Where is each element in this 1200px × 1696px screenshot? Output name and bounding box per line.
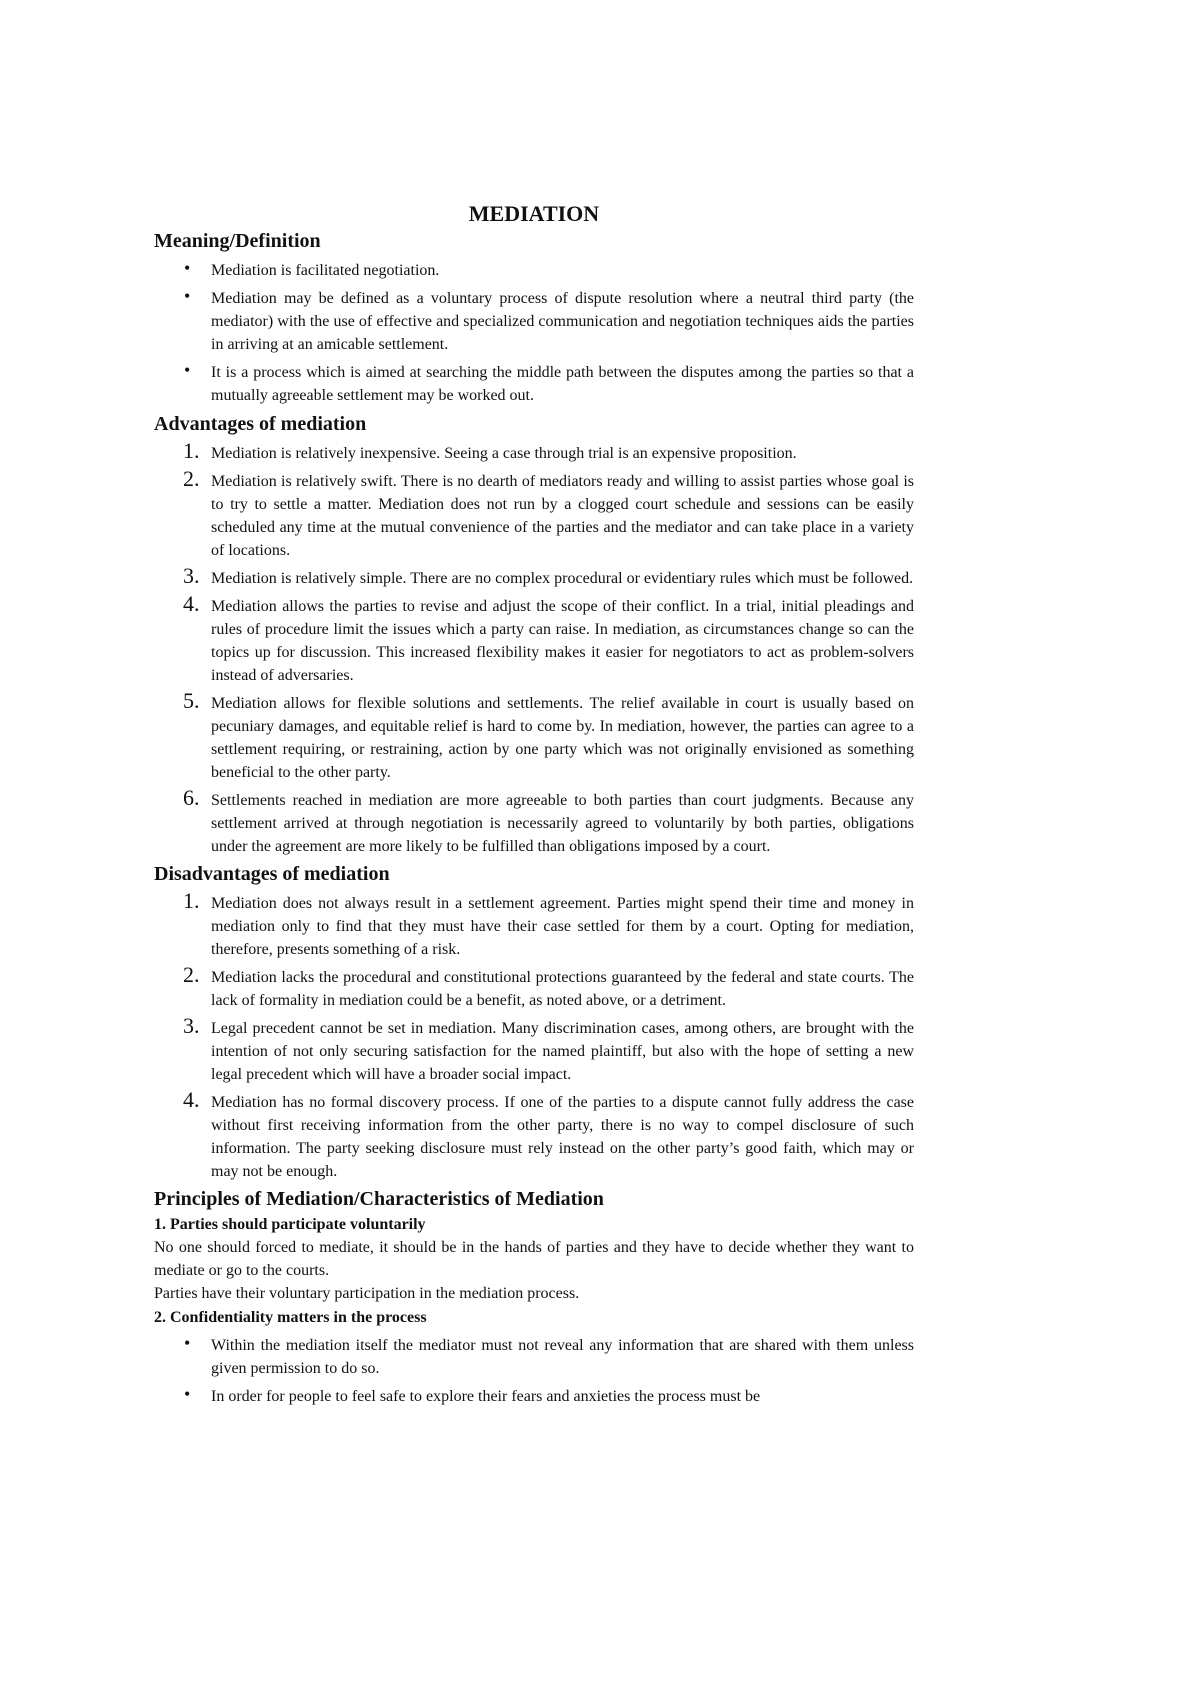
subheading-confidentiality: 2. Confidentiality matters in the process [154,1309,427,1326]
list-item [154,438,914,465]
list-item-text: Mediation is facilitated negotiation. [211,262,440,279]
list-item [154,466,914,562]
meaning-list [154,259,914,407]
section-heading-meaning: Meaning/Definition [154,230,321,252]
list-item-text: It is a process which is aimed at searching the middle path between the disputes among the parties so that a mutually agreeable settlement may be worked out. [211,364,914,404]
list-item [154,888,914,961]
list-item-text: Mediation allows the parties to revise and adjust the scope of their conflict. In a trial, initial pleadings and rules of procedure limit the issues which a party can raise. In mediation, as circumstances change so can the topics up for discussion. This increased flexibility makes it easier for negotiators to act as problem-solvers instead of adversaries. [211,598,914,684]
list-item [154,962,914,1012]
list-item-text: Mediation allows for flexible solutions and settlements. The relief available in court is usually based on pecuniary damages, and equitable relief is hard to come by. In mediation, however, the parties can agree to a settlement requiring, or restraining, action by one party which was not originally envisioned as something beneficial to the other party. [211,695,914,781]
bullet-icon: • [184,360,191,380]
subheading-voluntary-participation: 1. Parties should participate voluntarily [154,1216,426,1233]
list-item-text: Mediation may be defined as a voluntary process of dispute resolution where a neutral third party (the mediator) with the use of effective and specialized communication and negotiation techniques aids the parties in arriving at an amicable settlement. [211,290,914,353]
list-item [154,1334,914,1380]
list-number: 2. [183,962,200,987]
list-item-text: Mediation lacks the procedural and constitutional protections guaranteed by the federal and state courts. The lack of formality in mediation could be a benefit, as noted above, or a detriment. [211,969,914,1009]
list-item [154,785,914,858]
list-item-text: Mediation is relatively simple. There are no complex procedural or evidentiary rules which must be followed. [211,570,914,587]
list-number: 4. [183,591,200,616]
list-number: 3. [183,1013,200,1038]
list-number: 1. [183,888,200,913]
disadvantages-list [154,888,914,1183]
list-item [154,1385,914,1408]
bullet-icon: • [184,1333,191,1353]
list-number: 5. [183,688,200,713]
paragraph: No one should forced to mediate, it should be in the hands of parties and they have to decide whether they want to mediate or go to the courts. [154,1239,914,1279]
list-number: 6. [183,785,200,810]
document-title: MEDIATION [468,201,600,226]
bullet-icon: • [184,258,191,278]
paragraph: Parties have their voluntary participation in the mediation process. [154,1285,580,1302]
list-number: 3. [183,563,200,588]
bullet-icon: • [184,1384,191,1404]
list-number: 4. [183,1087,200,1112]
section-heading-principles: Principles of Mediation/Characteristics of Mediation [154,1188,604,1210]
list-item [154,259,914,282]
list-item-text: In order for people to feel safe to explore their fears and anxieties the process must be [211,1388,761,1405]
list-number: 2. [183,466,200,491]
list-item-text: Within the mediation itself the mediator must not reveal any information that are shared with them unless given permission to do so. [211,1337,914,1377]
list-item [154,688,914,784]
document-body [154,200,914,1412]
list-item [154,1013,914,1086]
list-item [154,1087,914,1183]
advantages-list [154,438,914,858]
confidentiality-list [154,1334,914,1408]
list-item-text: Mediation has no formal discovery process. If one of the parties to a dispute cannot fully address the case without first receiving information from the other party, there is no way to compel disclosure of such information. The party seeking disclosure must rely instead on the other party’s good faith, which may or may not be enough. [211,1094,914,1180]
list-number: 1. [183,438,200,463]
list-item [154,287,914,356]
list-item-text: Mediation is relatively swift. There is no dearth of mediators ready and willing to assist parties whose goal is to try to settle a matter. Mediation does not run by a clogged court schedule and sessions can be easily scheduled any time at the mutual convenience of the parties and the mediator and can take place in a variety of locations. [211,473,914,559]
bullet-icon: • [184,286,191,306]
list-item [154,361,914,407]
list-item [154,591,914,687]
list-item-text: Mediation does not always result in a settlement agreement. Parties might spend their time and money in mediation only to find that they must have their case settled for them by a court. Opting for mediation, therefore, presents something of a risk. [211,895,914,958]
list-item-text: Legal precedent cannot be set in mediation. Many discrimination cases, among others, are brought with the intention of not only securing satisfaction for the named plaintiff, but also with the hope of setting a new legal precedent which will have a broader social impact. [211,1020,914,1083]
section-heading-advantages: Advantages of mediation [154,413,367,435]
section-heading-disadvantages: Disadvantages of mediation [154,863,390,885]
list-item [154,563,914,590]
list-item-text: Mediation is relatively inexpensive. Seeing a case through trial is an expensive proposition. [211,445,797,462]
list-item-text: Settlements reached in mediation are more agreeable to both parties than court judgments. Because any settlement arrived at through negotiation is necessarily agreed to voluntarily by both parties, obligations under the agreement are more likely to be fulfilled than obligations imposed by a court. [211,792,914,855]
